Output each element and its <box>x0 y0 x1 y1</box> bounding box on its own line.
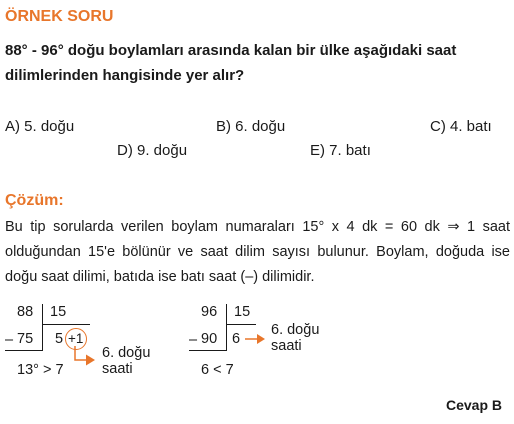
division-bar-vertical <box>42 304 43 350</box>
section-title: ÖRNEK SORU <box>5 8 114 25</box>
option-b: B) 6. doğu <box>216 118 286 135</box>
comparison: 6 < 7 <box>201 362 234 378</box>
subtraction-line <box>5 350 43 351</box>
divisor: 15 <box>50 304 67 320</box>
result-line-1: 6. doğu <box>102 345 151 361</box>
subtraction-line <box>189 350 227 351</box>
comparison: 13° > 7 <box>17 362 64 378</box>
option-c: C) 4. batı <box>430 118 492 135</box>
division-bar-horizontal <box>42 324 90 325</box>
solution-title: Çözüm: <box>5 192 64 209</box>
divisor: 15 <box>234 304 251 320</box>
option-e: E) 7. batı <box>310 142 371 159</box>
dividend: 96 <box>201 304 218 320</box>
quotient: 6 <box>232 331 241 347</box>
result-line-1: 6. doğu <box>271 322 320 338</box>
option-a: A) 5. doğu <box>5 118 75 135</box>
solution-text: Bu tip sorularda verilen boylam numaraları 15° x 4 dk = 60 dk ⇒ 1 saat olduğundan 15'e bölünür ve saat dilim sayısı bulunur. Boylam, doğuda ise doğu saat dilimi, batıda ise batı saat (–) dilimidir. <box>5 219 510 285</box>
division-bar-horizontal <box>226 324 256 325</box>
question-text: 88° - 96° doğu boylamları arasında kalan bir ülke aşağıdaki saat dilimlerinden hangisinde yer alır? <box>5 42 457 84</box>
division-bar-vertical <box>226 304 227 350</box>
minus-sign: – <box>5 332 14 348</box>
arrow-icon <box>72 346 102 370</box>
subtracted: 75 <box>17 331 34 347</box>
plus-one: +1 <box>68 331 84 346</box>
option-d: D) 9. doğu <box>117 142 188 159</box>
subtracted: 90 <box>201 331 218 347</box>
minus-sign: – <box>189 332 198 348</box>
answer: Cevap B <box>445 397 502 413</box>
arrow-icon <box>245 333 269 345</box>
dividend: 88 <box>17 304 34 320</box>
result-line-2: saati <box>271 338 302 354</box>
result-line-2: saati <box>102 361 133 377</box>
quotient: 5 <box>55 331 64 347</box>
